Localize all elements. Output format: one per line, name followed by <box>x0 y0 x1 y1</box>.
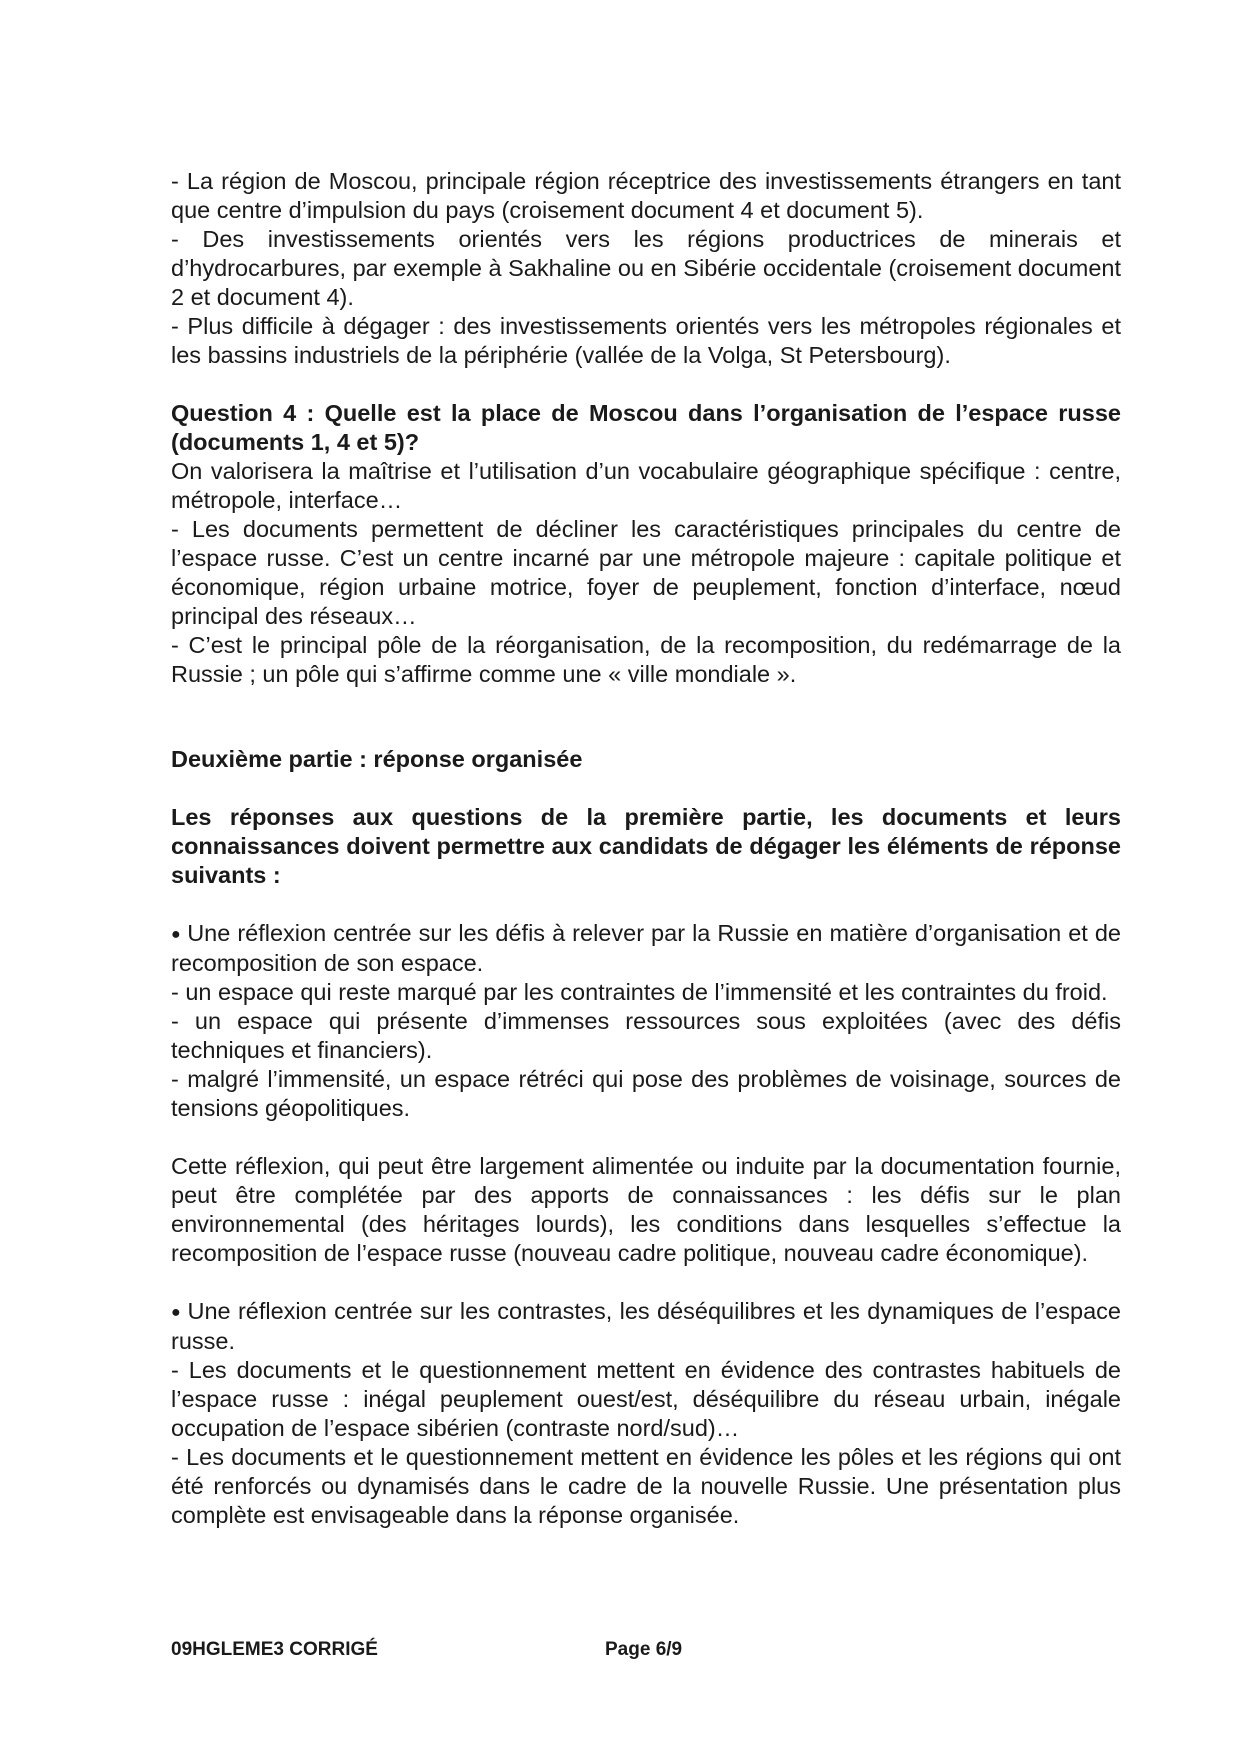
question-4-item: - C’est le principal pôle de la réorganisation, de la recomposition, du redémarrage de la Russie ; un pôle qui s’affirme comme une « ville mondiale ». <box>171 632 1121 687</box>
bullet-1-item: - un espace qui reste marqué par les contraintes de l’immensité et les contraintes du froid. <box>171 979 1108 1005</box>
bullet-1-item: - un espace qui présente d’immenses ressources sous exploitées (avec des défis techniques et financiers). <box>171 1008 1121 1063</box>
bullet-2 <box>171 1297 1121 1356</box>
question-4-intro: On valorisera la maîtrise et l’utilisation d’un vocabulaire géographique spécifique : centre, métropole, interface… <box>171 458 1121 513</box>
bullet-1 <box>171 919 1121 978</box>
intro-item: - Plus difficile à dégager : des investissements orientés vers les métropoles régionales et les bassins industriels de la périphérie (vallée de la Volga, St Petersbourg). <box>171 313 1121 368</box>
page-body <box>171 167 1121 1530</box>
question-4-title: Question 4 : Quelle est la place de Moscou dans l’organisation de l’espace russe (documents 1, 4 et 5)? <box>171 400 1121 455</box>
intro-item: - Des investissements orientés vers les régions productrices de minerais et d’hydrocarbures, par exemple à Sakhaline ou en Sibérie occidentale (croisement document 2 et document 4). <box>171 226 1121 310</box>
bullet-1-text: Une réflexion centrée sur les défis à relever par la Russie en matière d’organisation et de recomposition de son espace. <box>171 920 1121 976</box>
bullet-2-item: - Les documents et le questionnement mettent en évidence des contrastes habituels de l’espace russe : inégal peuplement ouest/est, déséquilibre du réseau urbain, inégale occupation de l’espace sibérien (contraste nord/sud)… <box>171 1357 1121 1441</box>
bullet-1-item: - malgré l’immensité, un espace rétréci qui pose des problèmes de voisinage, sources de tensions géopolitiques. <box>171 1066 1121 1121</box>
part-2-heading: Deuxième partie : réponse organisée <box>171 746 583 772</box>
question-4-item: - Les documents permettent de décliner les caractéristiques principales du centre de l’espace russe. C’est un centre incarné par une métropole majeure : capitale politique et économique, région urbaine motrice, foyer de peuplement, fonction d’interface, nœud principal des réseaux… <box>171 516 1121 629</box>
bullet-1-note: Cette réflexion, qui peut être largement alimentée ou induite par la documentation fournie, peut être complétée par des apports de connaissances : les défis sur le plan environnemental (des héritages lourds), les conditions dans lesquelles s’effectue la recomposition de l’espace russe (nouveau cadre politique, nouveau cadre économique). <box>171 1153 1121 1266</box>
page-number: Page 6/9 <box>605 1639 683 1660</box>
part-2-lead: Les réponses aux questions de la première partie, les documents et leurs connaissances doivent permettre aux candidats de dégager les éléments de réponse suivants : <box>171 804 1121 888</box>
document-code: 09HGLEME3 CORRIGÉ <box>171 1639 378 1660</box>
intro-item: - La région de Moscou, principale région réceptrice des investissements étrangers en tant que centre d’impulsion du pays (croisement document 4 et document 5). <box>171 168 1121 223</box>
bullet-2-text: Une réflexion centrée sur les contrastes, les déséquilibres et les dynamiques de l’espace russe. <box>171 1298 1121 1354</box>
bullet-icon: ● <box>171 926 182 943</box>
bullet-icon: ● <box>171 1304 182 1321</box>
bullet-2-item: - Les documents et le questionnement mettent en évidence les pôles et les régions qui ont été renforcés ou dynamisés dans le cadre de la nouvelle Russie. Une présentation plus complète est envisageable dans la réponse organisée. <box>171 1444 1121 1528</box>
